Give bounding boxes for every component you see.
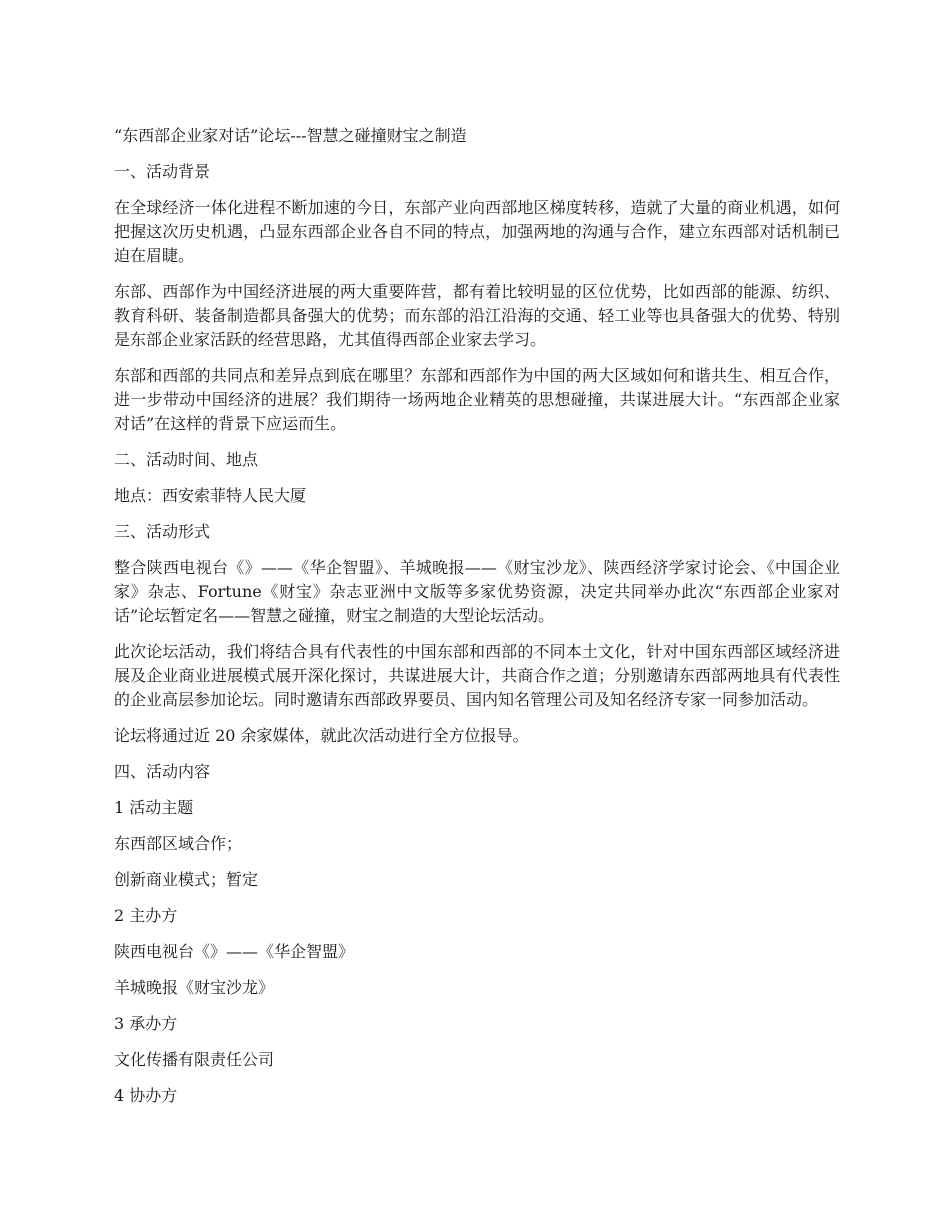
list-item: 创新商业模式；暂定 — [114, 870, 259, 889]
list-item: 东西部区域合作； — [114, 834, 243, 853]
subheading-host: 2 主办方 — [114, 906, 178, 925]
body-paragraph: 在全球经济一体化进程不断加速的今日，东部产业向西部地区梯度转移，造就了大量的商业机遇，如何把握这次历史机遇，凸显东西部企业各自不同的特点，加强两地的沟通与合作，建立东西部对话机制已迫在眉睫。 — [114, 198, 840, 265]
section-heading-format: 三、活动形式 — [114, 522, 211, 541]
subheading-organizer: 3 承办方 — [114, 1014, 178, 1033]
body-paragraph: 整合陕西电视台《》——《华企智盟》、羊城晚报——《财宝沙龙》、陕西经济学家讨论会、《中国企业家》杂志、Fortune《财宝》杂志亚洲中文版等多家优势资源，决定共同举办此次“东西部企业家对话”论坛暂定名——智慧之碰撞，财宝之制造的大型论坛活动。 — [114, 558, 840, 625]
document-title: “东西部企业家对话”论坛---智慧之碰撞财宝之制造 — [114, 126, 467, 145]
body-paragraph: 此次论坛活动，我们将结合具有代表性的中国东部和西部的不同本土文化，针对中国东西部区域经济进展及企业商业进展模式展开深化探讨，共谋进展大计，共商合作之道；分别邀请东西部两地具有代表性的企业高层参加论坛。同时邀请东西部政界要员、国内知名管理公司及知名经济专家一同参加活动。 — [114, 642, 840, 709]
list-item: 文化传播有限责任公司 — [114, 1050, 275, 1069]
section-heading-background: 一、活动背景 — [114, 162, 211, 181]
body-paragraph: 东部、西部作为中国经济进展的两大重要阵营，都有着比较明显的区位优势，比如西部的能源、纺织、教育科研、装备制造都具备强大的优势；而东部的沿江沿海的交通、轻工业等也具备强大的优势、特别是东部企业家活跃的经营思路，尤其值得西部企业家去学习。 — [114, 282, 840, 349]
subheading-theme: 1 活动主题 — [114, 798, 194, 817]
list-item: 羊城晚报《财宝沙龙》 — [114, 978, 275, 997]
section-heading-content: 四、活动内容 — [114, 762, 211, 781]
body-paragraph: 论坛将通过近 20 余家媒体，就此次活动进行全方位报导。 — [114, 726, 529, 745]
body-paragraph: 地点：西安索菲特人民大厦 — [114, 486, 307, 505]
list-item: 陕西电视台《》——《华企智盟》 — [114, 942, 355, 961]
section-heading-time-location: 二、活动时间、地点 — [114, 450, 259, 469]
body-paragraph: 东部和西部的共同点和差异点到底在哪里？东部和西部作为中国的两大区域如何和谐共生、相互合作，进一步带动中国经济的进展？我们期待一场两地企业精英的思想碰撞，共谋进展大计。“东西部企业家对话”在这样的背景下应运而生。 — [114, 366, 840, 433]
document-page — [114, 124, 840, 1108]
subheading-co-organizer: 4 协办方 — [114, 1086, 178, 1105]
